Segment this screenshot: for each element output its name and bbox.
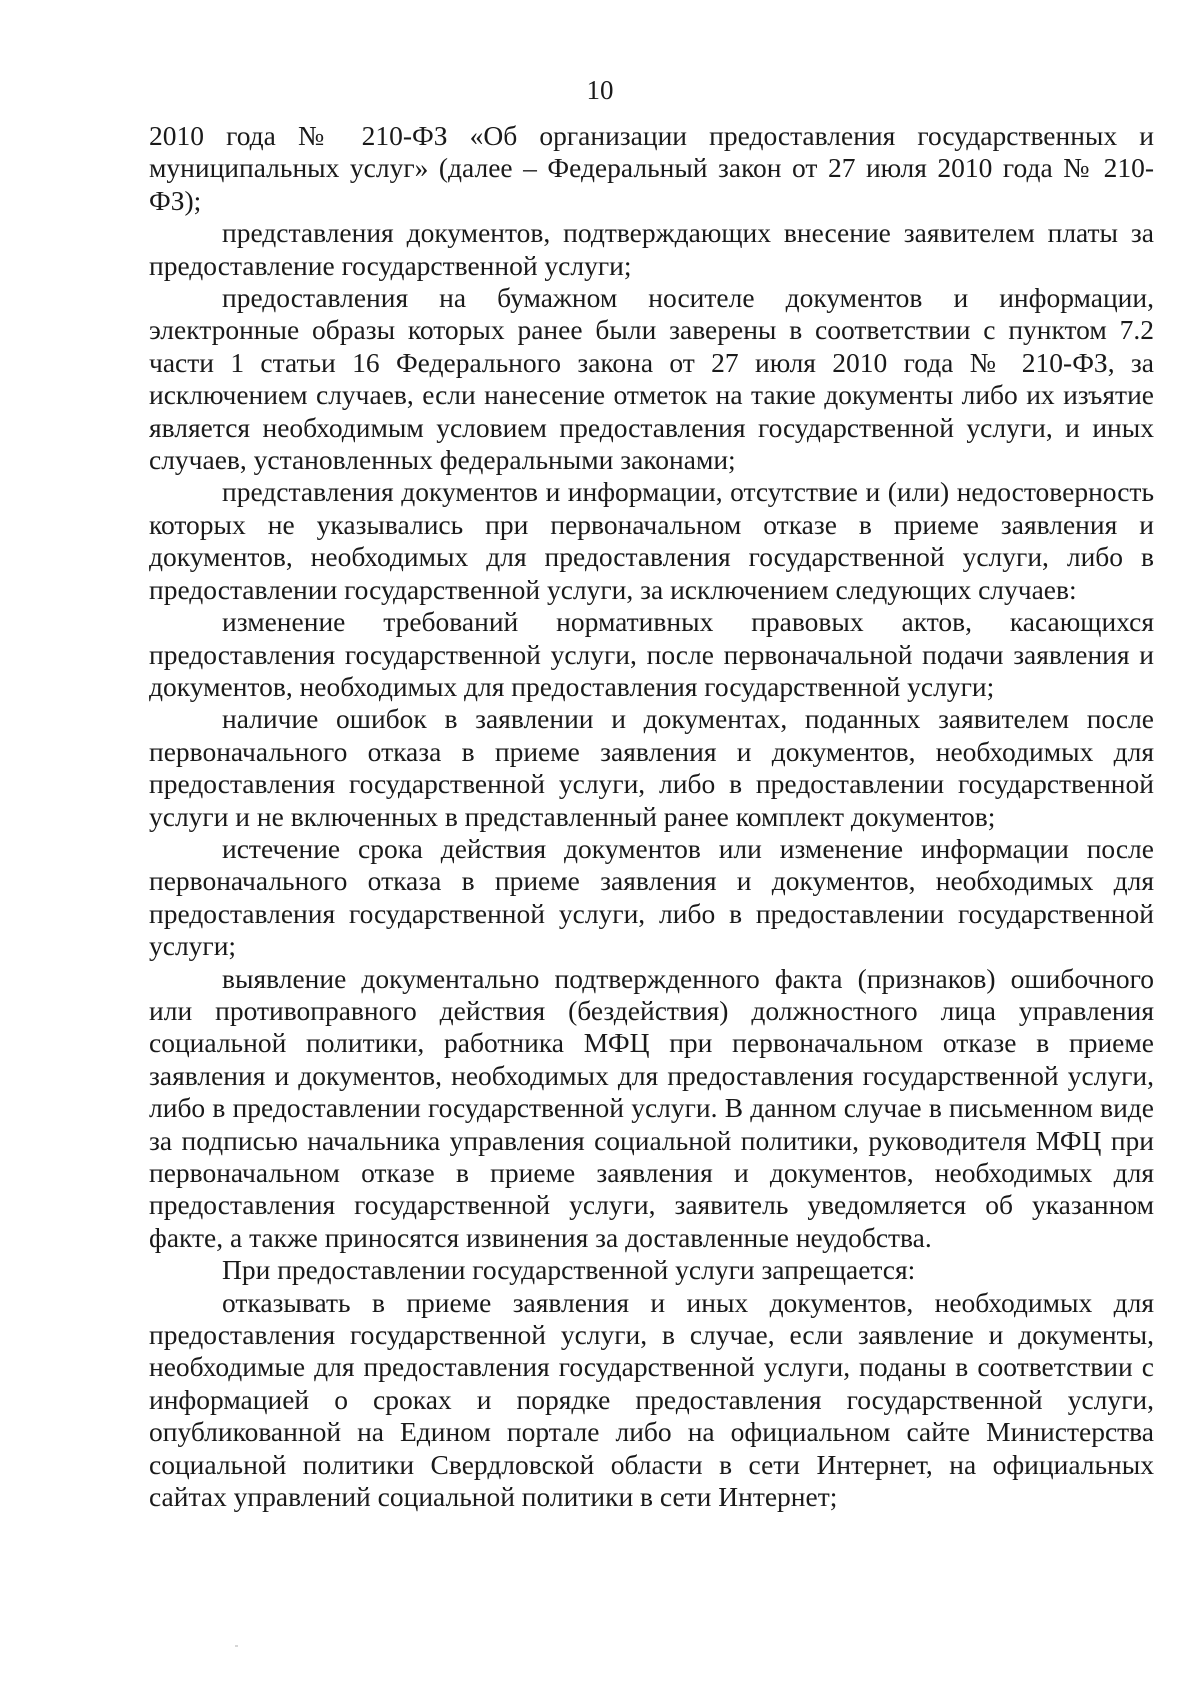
paragraph-exception-misconduct: выявление документально подтвержденного факта (признаков) ошибочного или противоправного действия (бездействия) должностного лица управления социальной политики, работника МФЦ при первоначальном отказе в приеме заявления и документов, необходимых для предоставления государственной услуги, либо в предоставлении государственной услуги. В данном случае в письменном виде за подписью начальника управления социальной политики, руководителя МФЦ при первоначальном отказе в приеме заявления и документов, необходимых для предоставления государственной услуги, заявитель уведомляется об указанном факте, а также приносятся извинения за доставленные неудобства. [149, 962, 1154, 1253]
page-number: 10 [586, 75, 614, 105]
scan-artifact [235, 1645, 238, 1647]
paragraph-law-reference: 2010 года № 210-ФЗ «Об организации предоставления государственных и муниципальных услуг» (далее – Федеральный закон от 27 июля 2010 года № 210-ФЗ); [149, 120, 1154, 216]
paragraph-payment-documents: представления документов, подтверждающих внесение заявителем платы за предоставление государственной услуги; [149, 217, 1154, 281]
paragraph-prohibitions-heading: При предоставлении государственной услуги запрещается: [222, 1254, 916, 1286]
paragraph-paper-documents: предоставления на бумажном носителе документов и информации, электронные образы которых ранее были заверены в соответствии с пунктом 7.2 части 1 статьи 16 Федерального закона от 27 июля 2010 года № 210-ФЗ, за исключением случаев, если нанесение отметок на такие документы либо их изъятие является необходимым условием предоставления государственной услуги, и иных случаев, установленных федеральными законами; [149, 282, 1154, 476]
paragraph-prohibition-refusal: отказывать в приеме заявления и иных документов, необходимых для предоставления государственной услуги, в случае, если заявление и документы, необходимые для предоставления государственной услуги, поданы в соответствии с информацией о сроках и порядке предоставления государственной услуги, опубликованной на Едином портале либо на официальном сайте Министерства социальной политики Свердловской области в сети Интернет, на официальных сайтах управлений социальной политики в сети Интернет; [149, 1286, 1154, 1513]
document-body [149, 120, 1154, 1513]
paragraph-exception-expiration: истечение срока действия документов или изменение информации после первоначального отказа в приеме заявления и документов, необходимых для предоставления государственной услуги, либо в предоставлении государственной услуги; [149, 832, 1154, 962]
paragraph-exception-errors: наличие ошибок в заявлении и документах, поданных заявителем после первоначального отказа в приеме заявления и документов, необходимых для предоставления государственной услуги, либо в предоставлении государственной услуги и не включенных в представленный ранее комплект документов; [149, 703, 1154, 832]
paragraph-exception-requirements: изменение требований нормативных правовых актов, касающихся предоставления государственной услуги, после первоначальной подачи заявления и документов, необходимых для предоставления государственной услуги; [149, 606, 1154, 702]
paragraph-missing-documents: представления документов и информации, отсутствие и (или) недостоверность которых не указывались при первоначальном отказе в приеме заявления и документов, необходимых для предоставления государственной услуги, либо в предоставлении государственной услуги, за исключением следующих случаев: [149, 476, 1154, 605]
